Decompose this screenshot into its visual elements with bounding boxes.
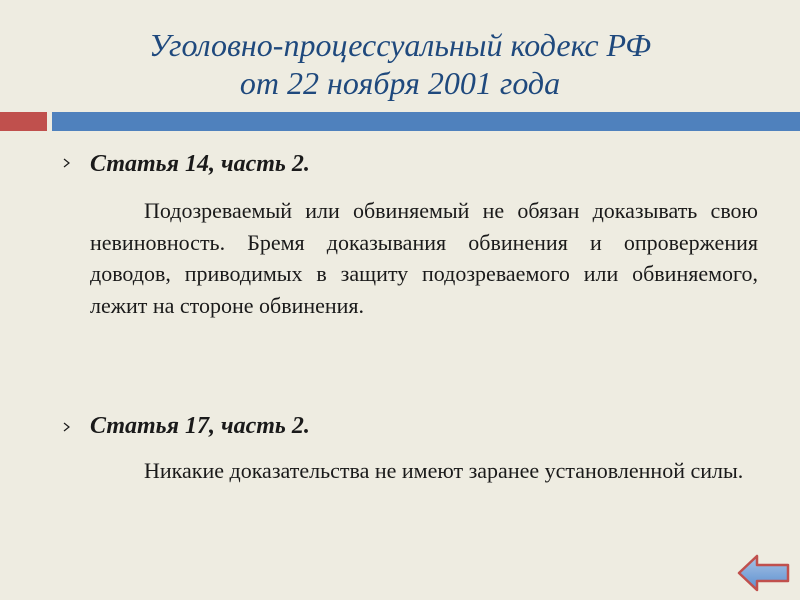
article-heading: Статья 17, часть 2. bbox=[90, 413, 310, 439]
left-arrow-icon bbox=[737, 553, 791, 593]
article-text: Никакие доказательства не имеют заранее установленной силы. bbox=[144, 458, 744, 483]
article-heading: Статья 14, часть 2. bbox=[90, 151, 310, 177]
chevron-right-icon bbox=[62, 157, 72, 173]
slide-title-line-1: Уголовно-процессуальный кодекс РФ bbox=[149, 27, 651, 63]
article-text: Подозреваемый или обвиняемый не обязан доказывать свою невиновность. Бремя доказывания обвинения и опровержения доводов, приводимых в защиту подозреваемого или обвиняемого, лежит на стороне обвинения. bbox=[90, 198, 758, 318]
back-button[interactable] bbox=[737, 553, 791, 593]
chevron-right-icon bbox=[62, 421, 72, 437]
slide-title bbox=[0, 26, 800, 102]
accent-bar-blue bbox=[52, 112, 800, 131]
accent-bar-red bbox=[0, 112, 47, 131]
slide-title-line-2: от 22 ноября 2001 года bbox=[239, 65, 561, 101]
